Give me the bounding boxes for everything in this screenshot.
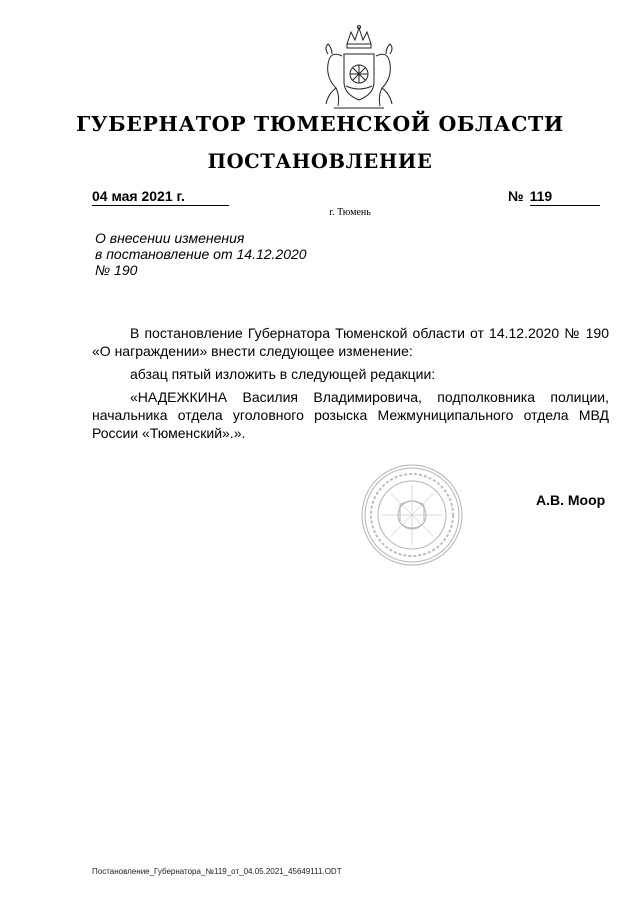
subject-line: в постановление от 14.12.2020: [95, 246, 307, 262]
document-number: 119: [530, 188, 600, 206]
city-label: г. Тюмень: [329, 207, 371, 218]
document-number-block: [508, 188, 600, 206]
body-paragraph: «НАДЕЖКИНА Василия Владимировича, подполковника полиции, начальника отдела уголовного розыска Межмуниципального отдела МВД России «Тюменский».».: [92, 389, 609, 441]
body-paragraph: абзац пятый изложить в следующей редакции:: [130, 366, 436, 382]
coat-of-arms-icon: [318, 24, 400, 110]
number-sign: №: [508, 188, 524, 204]
subject-line: О внесении изменения: [95, 230, 245, 246]
signatory-name: А.В. Моор: [536, 492, 606, 508]
official-seal-stamp: [360, 463, 464, 567]
document-subject: [95, 230, 307, 278]
document-date: 04 мая 2021 г.: [92, 188, 229, 206]
subject-line: № 190: [95, 262, 138, 278]
document-type: ПОСТАНОВЛЕНИЕ: [207, 150, 433, 173]
body-paragraph: В постановление Губернатора Тюменской области от 14.12.2020 № 190 «О награждении» внести следующее изменение:: [92, 325, 609, 359]
file-name-footer: Постановление_Губернатора_№119_от_04.05.2021_45649111.ODT: [92, 867, 342, 876]
government-title: ГУБЕРНАТОР ТЮМЕНСКОЙ ОБЛАСТИ: [76, 112, 564, 136]
document-body: [92, 324, 609, 447]
